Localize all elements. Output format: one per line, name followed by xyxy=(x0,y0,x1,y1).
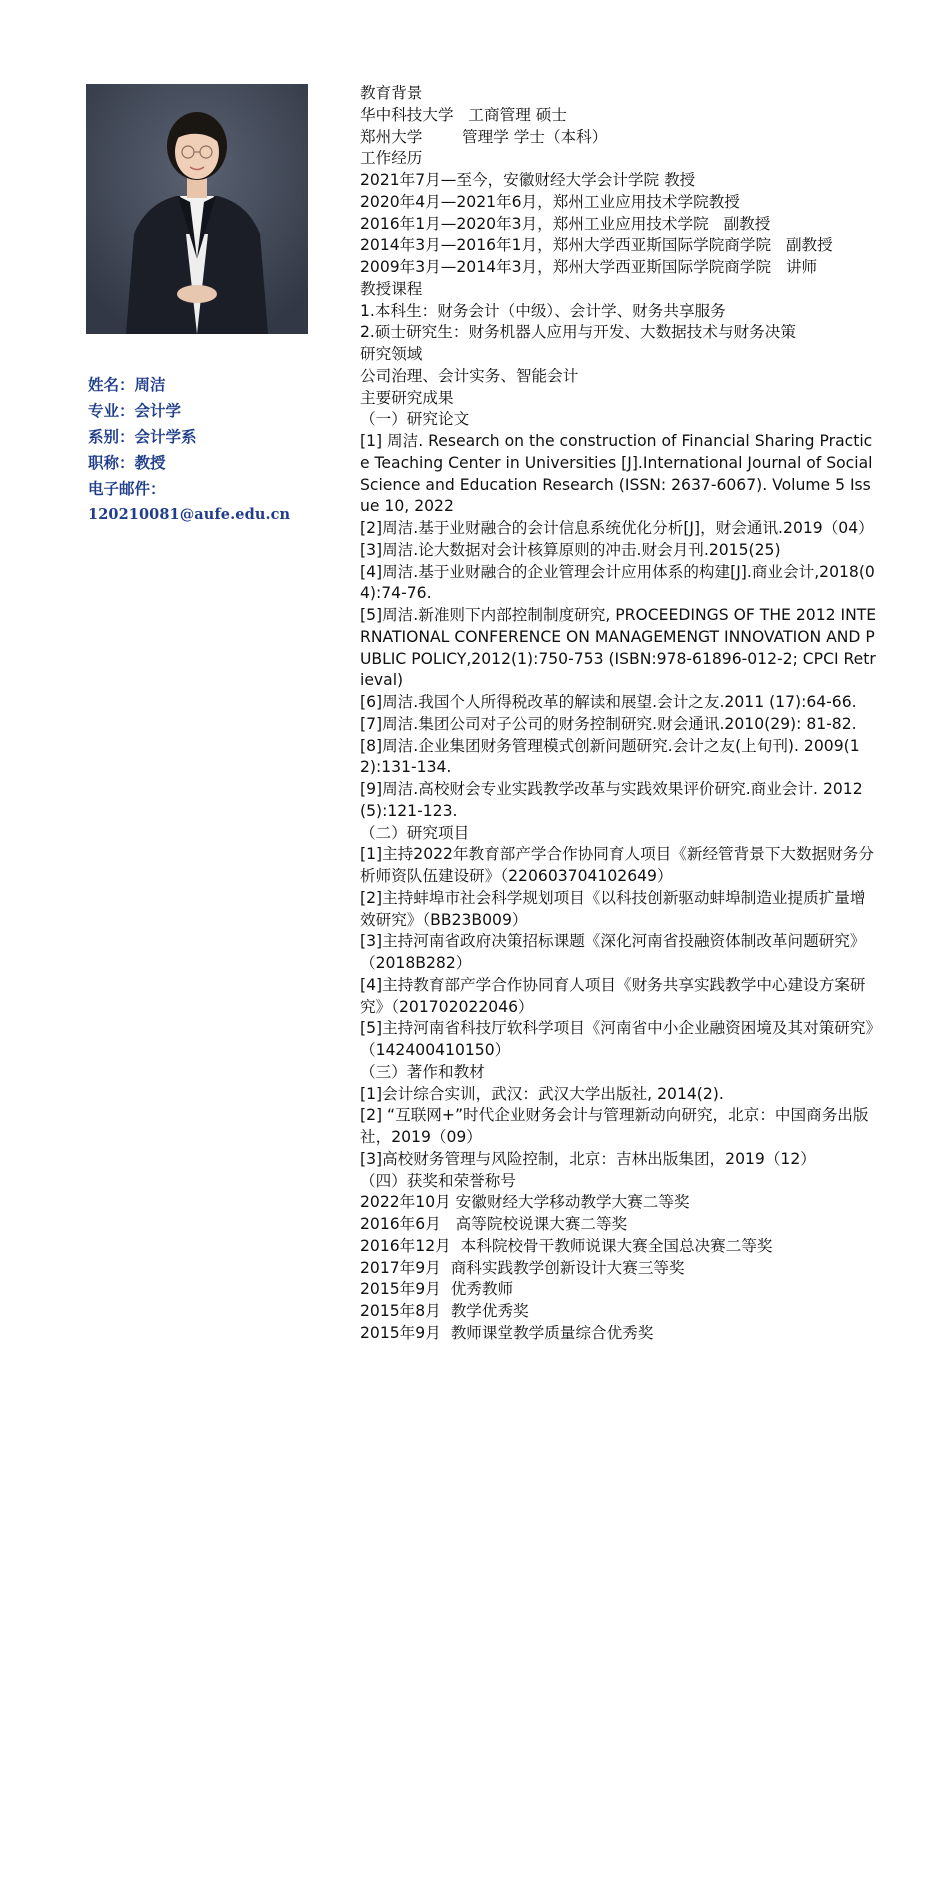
content-line: 2014年3月—2016年1月，郑州大学西亚斯国际学院商学院 副教授 xyxy=(360,236,833,255)
content-line: 研究领域 xyxy=(360,345,423,363)
content-line: 教育背景 xyxy=(360,84,423,102)
content-line: [3]高校财务管理与风险控制，北京：吉林出版集团，2019（12） xyxy=(360,1149,816,1168)
department-label: 系别：会计学系 xyxy=(88,427,197,446)
content-line: 教授课程 xyxy=(360,279,423,298)
content-line: [2] “互联网+”时代企业财务会计与管理新动向研究，北京：中国商务出版社，2019（09） xyxy=(360,1106,869,1146)
content-line: [4]主持教育部产学合作协同育人项目《财务共享实践教学中心建设方案研究》（201702022046） xyxy=(360,975,866,1016)
content-line: 1.本科生：财务会计（中级）、会计学、财务共享服务 xyxy=(360,301,726,320)
content-line: [2]周洁.基于业财融合的会计信息系统优化分析[J]，财会通讯.2019（04） xyxy=(360,519,874,537)
content-line: 主要研究成果 xyxy=(360,388,454,407)
content-line: [6]周洁.我国个人所得税改革的解读和展望.会计之友.2011 (17):64-66. xyxy=(360,693,857,711)
content-line: 2.硕士研究生：财务机器人应用与开发、大数据技术与财务决策 xyxy=(360,323,796,342)
content-line: [4]周洁.基于业财融合的企业管理会计应用体系的构建[J].商业会计,2018(04):74-76. xyxy=(360,562,875,603)
content-line: 2015年9月 教师课堂教学质量综合优秀奖 xyxy=(360,1323,654,1342)
content-line: [3]周洁.论大数据对会计核算原则的冲击.财会月刊.2015(25) xyxy=(360,540,781,559)
title-label: 职称：教授 xyxy=(88,453,166,472)
content-line: （二）研究项目 xyxy=(360,823,470,842)
cv-content xyxy=(360,83,880,1345)
content-line: [8]周洁.企业集团财务管理模式创新问题研究.会计之友(上旬刊). 2009(12):131-134. xyxy=(360,736,860,777)
content-line: [9]周洁.高校财会专业实践教学改革与实践效果评价研究.商业会计. 2012(5):121-123. xyxy=(360,780,863,820)
content-line: 2009年3月—2014年3月，郑州大学西亚斯国际学院商学院 讲师 xyxy=(360,258,818,276)
content-line: 华中科技大学 工商管理 硕士 xyxy=(360,105,567,124)
content-line: 2022年10月 安徽财经大学移动教学大赛二等奖 xyxy=(360,1193,690,1212)
profile-photo xyxy=(86,84,308,334)
content-line: [1] 周洁. Research on the construction of Financial Sharing Practice Teaching Center in Universities [J].International Journal of Social Science and Education Research (ISSN: 2637-6067). Volume 5 Issue 10, 2022 xyxy=(360,432,878,516)
content-line: （四）获奖和荣誉称号 xyxy=(360,1171,516,1190)
email-link[interactable]: 120210081@aufe.edu.cn xyxy=(88,506,291,523)
content-line: （三）著作和教材 xyxy=(360,1062,485,1081)
content-line: （一）研究论文 xyxy=(360,410,470,429)
content-line: [7]周洁.集团公司对子公司的财务控制研究.财会通讯.2010(29): 81-82. xyxy=(360,714,857,733)
content-line: 2015年8月 教学优秀奖 xyxy=(360,1302,529,1320)
email-label: 电子邮件： xyxy=(88,479,166,498)
content-line: [5]周洁.新准则下内部控制制度研究, PROCEEDINGS OF THE 2012 INTERNATIONAL CONFERENCE ON MANAGEMENGT INNOVATION AND PUBLIC POLICY,2012(1):750-753 (ISBN:978-61896-012-2; CPCI Retrieval) xyxy=(360,606,877,690)
content-line: [1]会计综合实训，武汉：武汉大学出版社, 2014(2). xyxy=(360,1084,724,1103)
content-line: [5]主持河南省科技厅软科学项目《河南省中小企业融资困境及其对策研究》（142400410150） xyxy=(360,1019,874,1059)
content-line: 2015年9月 优秀教师 xyxy=(360,1280,514,1299)
content-line: 公司治理、会计实务、智能会计 xyxy=(360,366,579,385)
content-line: 2017年9月 商科实践教学创新设计大赛三等奖 xyxy=(360,1258,685,1277)
content-line: 2020年4月—2021年6月，郑州工业应用技术学院教授 xyxy=(360,192,740,211)
content-line: 郑州大学 管理学 学士（本科） xyxy=(360,127,608,146)
content-line: 工作经历 xyxy=(360,149,423,168)
content-line: 2016年1月—2020年3月，郑州工业应用技术学院 副教授 xyxy=(360,214,771,233)
content-line: [1]主持2022年教育部产学合作协同育人项目《新经管背景下大数据财务分析师资队伍建设研》（220603704102649） xyxy=(360,845,874,885)
major-label: 专业：会计学 xyxy=(88,401,182,420)
content-line: 2016年6月 高等院校说课大赛二等奖 xyxy=(360,1215,628,1233)
content-line: [3]主持河南省政府决策招标课题《深化河南省投融资体制改革问题研究》（2018B282） xyxy=(360,932,866,972)
content-line: [2]主持蚌埠市社会科学规划项目《以科技创新驱动蚌埠制造业提质扩量增效研究》（BB23B009） xyxy=(360,888,866,929)
name-label: 姓名：周洁 xyxy=(88,375,166,394)
content-line: 2016年12月 本科院校骨干教师说课大赛全国总决赛二等奖 xyxy=(360,1236,773,1255)
profile-info xyxy=(88,372,328,528)
content-line: 2021年7月—至今，安徽财经大学会计学院 教授 xyxy=(360,171,696,189)
